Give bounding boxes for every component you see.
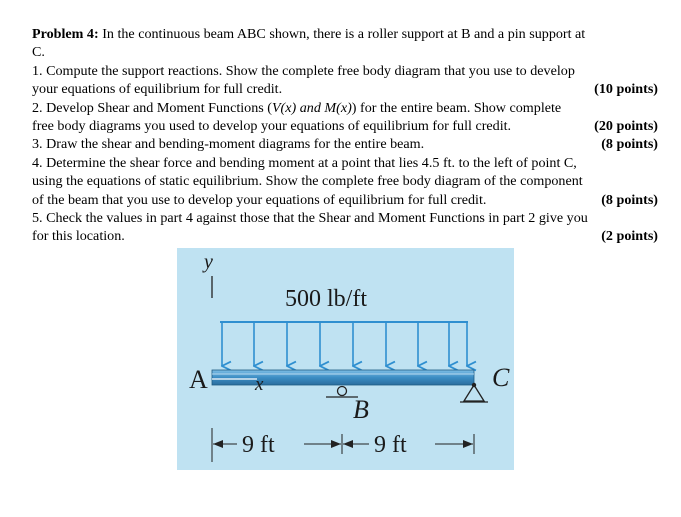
part4-line-3 (32, 191, 658, 209)
part1-points: (10 points) (594, 81, 658, 98)
part1-line-2 (32, 80, 658, 98)
part1-text: 1. Compute the support reactions. Show the complete free body diagram that you use to develop (32, 62, 575, 79)
part2-text-continued: free body diagrams you used to develop your equations of equilibrium for full credit. (32, 117, 512, 134)
part2-line-2 (32, 117, 658, 135)
dim-arrow-right-2 (463, 440, 473, 448)
beam-diagram (177, 248, 514, 470)
part5-text-continued: for this location. (32, 228, 125, 245)
part5-line-1 (32, 209, 658, 227)
part5-points: (2 points) (601, 228, 658, 245)
part4-line-1 (32, 154, 658, 172)
distributed-load-arrows (222, 322, 467, 366)
problem-text (32, 25, 658, 246)
part2-points: (20 points) (594, 117, 658, 134)
x-axis-label: x (255, 374, 264, 395)
part3-text: 3. Draw the shear and bending-moment diagrams for the entire beam. (32, 136, 425, 153)
pin-triangle (464, 385, 484, 401)
part3-points: (8 points) (601, 136, 658, 153)
pin-support-c (460, 383, 488, 402)
part4-line-2 (32, 172, 658, 190)
part4-text-end: of the beam that you use to develop your equations of equilibrium for full credit. (32, 191, 487, 208)
span2-label: 9 ft (374, 432, 407, 458)
dim-arrow-left-2 (343, 440, 353, 448)
problem-intro-continued: C. (32, 44, 45, 61)
part3-line-1 (32, 135, 658, 153)
part1-text-continued: your equations of equilibrium for full credit. (32, 81, 283, 98)
part5-text: 5. Check the values in part 4 against those that the Shear and Moment Functions in part 2 give you (32, 209, 588, 226)
beam (212, 370, 474, 385)
point-a-label: A (189, 365, 208, 394)
part2-text-a: 2. Develop Shear and Moment Functions ( (32, 99, 272, 116)
beam-figure (177, 248, 514, 470)
problem-intro: In the continuous beam ABC shown, there is a roller support at B and a pin support at (98, 26, 586, 42)
problem-title: Problem 4: (32, 26, 99, 42)
point-b-label: B (353, 395, 369, 424)
part4-text: 4. Determine the shear force and bending moment at a point that lies 4.5 ft. to the left of point C, (32, 154, 577, 171)
dim-arrow-right-1 (331, 440, 341, 448)
span1-label: 9 ft (242, 432, 275, 458)
part2-text-b: ) for the entire beam. Show complete (351, 99, 562, 116)
dim-arrow-left-1 (213, 440, 223, 448)
part2-line-1 (32, 99, 658, 117)
part4-points: (8 points) (601, 191, 658, 208)
roller-wheel (338, 387, 347, 396)
point-c-label: C (492, 363, 510, 392)
problem-intro-line-2 (32, 43, 658, 61)
part1-line-1 (32, 62, 658, 80)
part2-math: V(x) and M(x) (271, 99, 352, 116)
part4-text-continued: using the equations of static equilibrium. Show the complete free body diagram of the component (32, 173, 583, 190)
pin-joint (472, 383, 476, 387)
load-label: 500 lb/ft (285, 286, 367, 312)
part5-line-2 (32, 227, 658, 245)
problem-intro-line-1 (32, 25, 658, 43)
y-axis-label: y (204, 251, 213, 273)
